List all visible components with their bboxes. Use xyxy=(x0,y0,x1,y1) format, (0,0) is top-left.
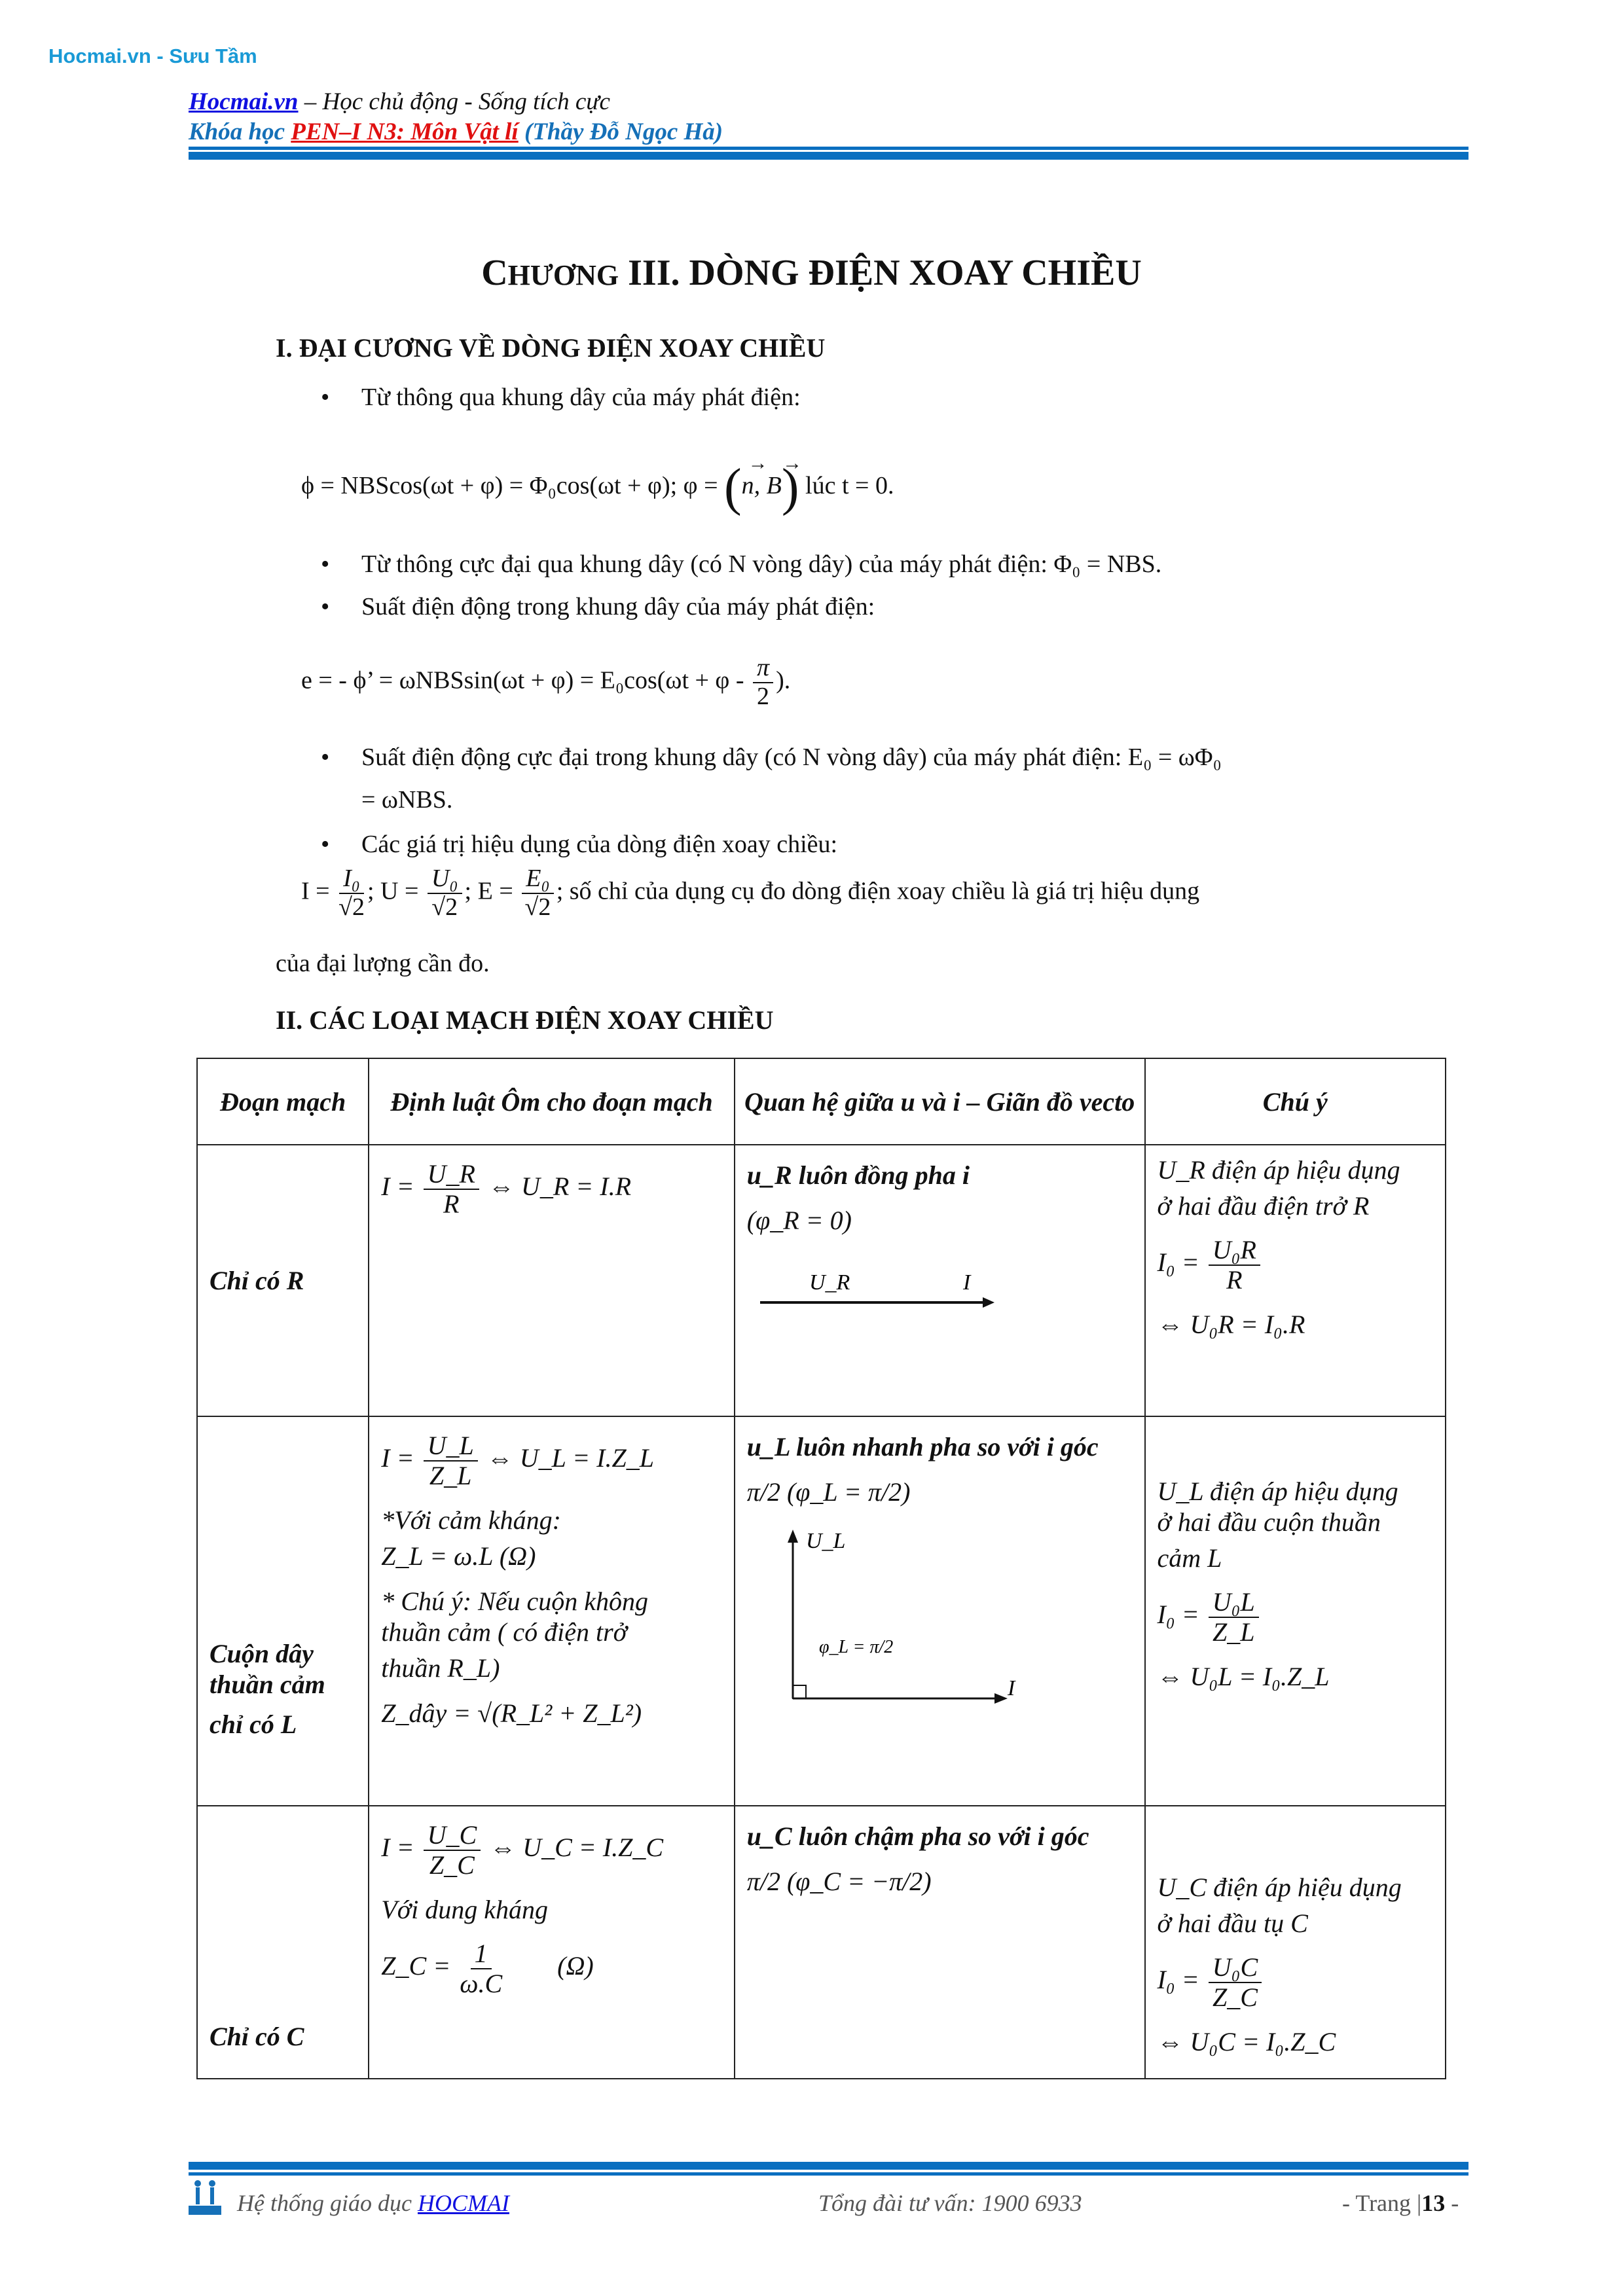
bullet-4-cont: = ωNBS. xyxy=(361,786,453,814)
circuit-table xyxy=(196,1058,1446,2079)
rms-formula: I = $\frac{\text{I₀}}{√2}$ ; U = $\frac{\text{U₀}}{√2}$ ; E = $\frac{\text{E₀}}{√2}$ ; số chỉ của dụng cụ đo dòng điện xoay chiều là giá trị hiệu dụng xyxy=(301,865,1200,921)
section-1-heading: I. ĐẠI CƯƠNG VỀ DÒNG ĐIỆN XOAY CHIỀU xyxy=(276,333,826,363)
header-divider-thin xyxy=(189,147,1468,150)
source-tag: Hocmai.vn - Sưu Tầm xyxy=(48,45,257,67)
rms-formula-cont: của đại lượng cần đo. xyxy=(276,950,490,977)
right-angle-mark xyxy=(793,1685,806,1698)
footer-divider-thick xyxy=(189,2162,1468,2170)
law-cell: I = $\frac{U\_C}{Z\_C}$ ⇔ U_C = I.Z_C Với dung kháng Z_C = $\frac{1}{\omega.C}$ (Ω) xyxy=(369,1806,735,2079)
relation-cell: u_L luôn nhanh pha so với i góc π/2 (φ_L = π/2) U_L I φ_L = π/2 xyxy=(735,1416,1145,1806)
chapter-title: CHƯƠNG III. DÒNG ĐIỆN XOAY CHIỀU xyxy=(481,253,1142,293)
hocmai-link[interactable]: HOCMAI xyxy=(417,2190,509,2216)
arrow-head xyxy=(983,1297,994,1308)
hocmai-logo-icon xyxy=(189,2178,221,2217)
row-label: Chỉ có C xyxy=(197,1806,369,2079)
phasor-diagram-l xyxy=(747,1522,1022,1712)
relation-cell: u_R luôn đồng pha i (φ_R = 0) U_R I xyxy=(735,1145,1145,1416)
phasor-u-label: U_R xyxy=(809,1270,850,1295)
phasor-i-label: I xyxy=(1007,1676,1015,1700)
bullet-5: • Các giá trị hiệu dụng của dòng điện xoay chiều: xyxy=(321,831,838,858)
footer-system: Hệ thống giáo dục HOCMAI xyxy=(237,2190,509,2216)
angle-label: φ_L = π/2 xyxy=(818,1637,894,1657)
col-header: Định luật Ôm cho đoạn mạch xyxy=(369,1058,735,1145)
table-row xyxy=(197,1145,1446,1416)
arrow-head xyxy=(788,1530,798,1543)
law-cell: I = $\frac{U\_R}{R}$ ⇔ U_R = I.R xyxy=(369,1145,735,1416)
relation-cell: u_C luôn chậm pha so với i góc π/2 (φ_C = −π/2) xyxy=(735,1806,1145,2079)
slogan: – Học chủ động - Sống tích cực xyxy=(298,88,610,115)
note-cell: U_R điện áp hiệu dụng ở hai đầu điện trở R I₀ = $\frac{\text{U₀R}}{R}$ ⇔ U₀R = I₀.R xyxy=(1145,1145,1446,1416)
phasor-i-label: I xyxy=(962,1270,971,1295)
bullet-2: • Từ thông cực đại qua khung dây (có N vòng dây) của máy phát điện: Φ₀ = NBS. xyxy=(321,550,1162,578)
footer-divider-thin xyxy=(189,2172,1468,2176)
header-divider-thick xyxy=(189,152,1468,160)
table-row xyxy=(197,1416,1446,1806)
law-cell: I = $\frac{U\_L}{Z\_L}$ ⇔ U_L = I.Z_L *Với cảm kháng: Z_L = ω.L (Ω) * Chú ý: Nếu cuộn không thuần cảm ( có điện trở thuần R_L) Z_dây = √(R_L² + Z_L²) xyxy=(369,1416,735,1806)
emf-formula: e = - ϕ’ = ωNBSsin(ωt + φ) = E₀cos(ωt + φ - $\frac{\pi}{2}$ ). xyxy=(301,654,791,710)
phasor-u-label: U_L xyxy=(805,1529,846,1553)
flux-formula: ϕ = NBScos(ωt + φ) = Φ₀cos(ωt + φ); φ = ( → → n, B) lúc t = 0. xyxy=(301,452,894,516)
footer-hotline: Tổng đài tư vấn: 1900 6933 xyxy=(818,2190,1082,2216)
bullet-4: • Suất điện động cực đại trong khung dây (có N vòng dây) của máy phát điện: E₀ = ωΦ₀ xyxy=(321,744,1222,771)
table-header-row xyxy=(197,1058,1446,1145)
table-row xyxy=(197,1806,1446,2079)
teacher: (Thầy Đỗ Ngọc Hà) xyxy=(518,118,723,145)
site-link[interactable]: Hocmai.vn xyxy=(189,88,299,115)
note-cell: U_L điện áp hiệu dụng ở hai đầu cuộn thuần cảm L I₀ = $\frac{\text{U₀L}}{Z\_L}$ ⇔ U₀L = I₀.Z_L xyxy=(1145,1416,1446,1806)
arrow-head xyxy=(994,1693,1008,1704)
section-2-heading: II. CÁC LOẠI MẠCH ĐIỆN XOAY CHIỀU xyxy=(276,1005,774,1035)
course-name[interactable]: PEN–I N3: Môn Vật lí xyxy=(291,118,519,145)
col-header: Đoạn mạch xyxy=(197,1058,369,1145)
bullet-1: • Từ thông qua khung dây của máy phát điện: xyxy=(321,384,801,411)
header-line-1 xyxy=(189,88,610,116)
row-label: Cuộn dây thuần cảm chỉ có L xyxy=(197,1416,369,1806)
note-cell: U_C điện áp hiệu dụng ở hai đầu tụ C I₀ = $\frac{\text{U₀C}}{Z\_C}$ ⇔ U₀C = I₀.Z_C xyxy=(1145,1806,1446,2079)
header-line-2 xyxy=(189,118,723,146)
col-header: Chú ý xyxy=(1145,1058,1446,1145)
page-number: - Trang |13 - xyxy=(1342,2190,1459,2216)
row-label: Chỉ có R xyxy=(197,1145,369,1416)
bullet-3: • Suất điện động trong khung dây của máy phát điện: xyxy=(321,593,875,620)
phasor-diagram-r xyxy=(747,1250,1009,1322)
course-prefix: Khóa học xyxy=(189,118,291,145)
col-header: Quan hệ giữa u và i – Giãn đồ vecto xyxy=(735,1058,1145,1145)
